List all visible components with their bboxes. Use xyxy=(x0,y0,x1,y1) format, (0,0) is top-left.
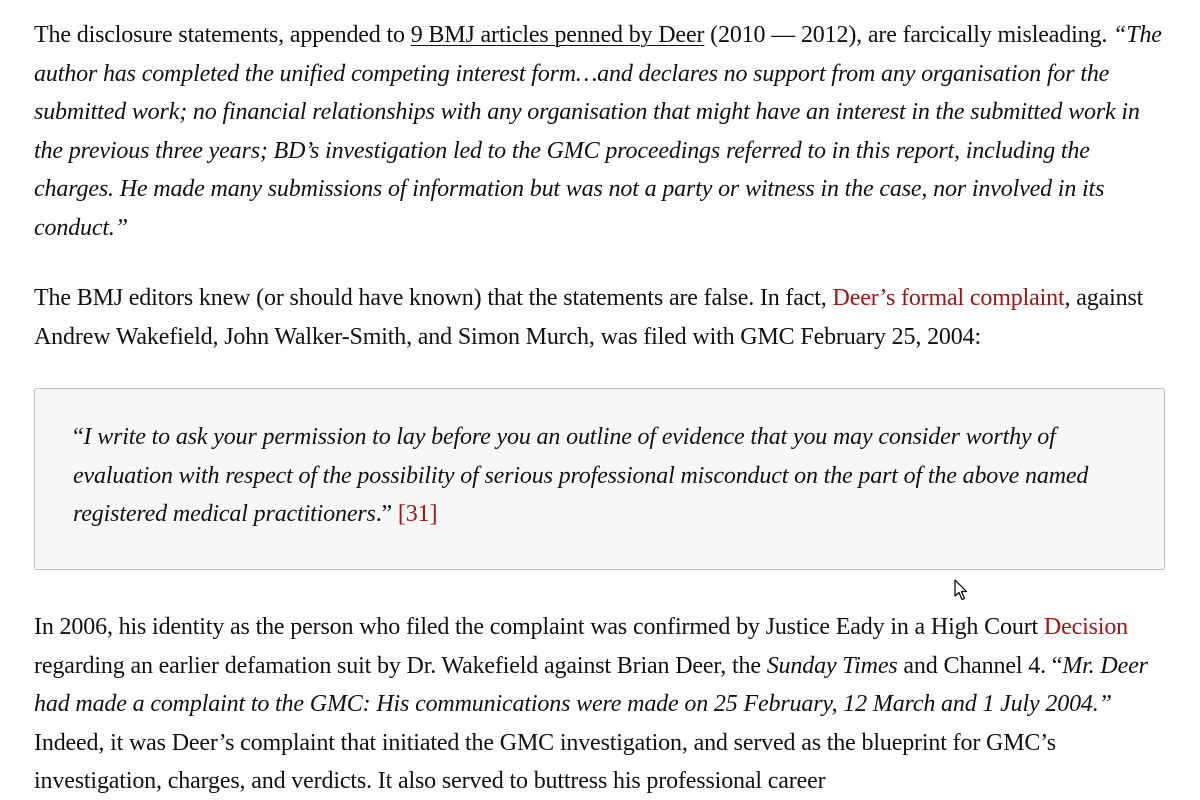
blockquote-text xyxy=(73,418,1134,534)
paragraph-disclosure xyxy=(34,16,1174,247)
court-quote: Mr. Deer had made a complaint to the GMC: His communications were made on 25 February, 12 March and 1 July 2004.” xyxy=(34,652,1148,717)
text-segment: In 2006, his identity as the person who filed the complaint was confirmed by Justice Eady in a High Court xyxy=(34,614,1044,640)
text-segment: The disclosure statements, appended to xyxy=(34,22,411,48)
text-segment: regarding an earlier defamation suit by Dr. Wakefield against Brian Deer, the xyxy=(34,652,767,679)
article-body xyxy=(34,16,1174,800)
text-segment: (2010 — 2012), are farcically misleading. xyxy=(704,22,1114,48)
link-formal-complaint[interactable]: Deer’s formal complaint xyxy=(832,285,1065,311)
link-reference-31[interactable]: [31] xyxy=(397,501,438,527)
complaint-blockquote xyxy=(34,388,1165,570)
disclosure-quote: “The author has completed the unified competing interest form…and declares no support from any organisation for the submitted work; no financial relationships with any organisation that might have an interest in the submitted work in the previous three years; BD’s investigation led to the GMC proceedings referred to in this report, including the charges. He made many submissions of information but was not a party or witness in the case, nor involved in its conduct.” xyxy=(34,22,1162,241)
close-quote: .” xyxy=(375,501,398,527)
mouse-pointer-icon xyxy=(954,579,968,601)
complaint-quote: I write to ask your permission to lay before you an outline of evidence that you may consider worthy of evaluation with respect of the possibility of serious professional misconduct on the part of the above named registered medical practitioners xyxy=(73,424,1089,527)
link-bmj-articles[interactable]: 9 BMJ articles penned by Deer xyxy=(410,22,705,48)
text-segment: Indeed, it was Deer’s complaint that initiated the GMC investigation, and served as the blueprint for GMC’s investigation, charges, and verdicts. It also served to buttress his professional career xyxy=(34,729,1056,794)
text-segment: The BMJ editors knew (or should have known) that the statements are false. In fact, xyxy=(34,285,833,311)
paragraph-court-decision xyxy=(34,608,1174,800)
link-decision[interactable]: Decision xyxy=(1043,614,1129,640)
text-segment: , against Andrew Wakefield, John Walker-Smith, and Simon Murch, was filed with GMC February 25, 2004: xyxy=(34,285,1144,350)
open-quote: “ xyxy=(73,424,84,450)
text-segment: and Channel 4. “ xyxy=(897,652,1063,679)
sunday-times: Sunday Times xyxy=(766,652,898,679)
paragraph-bmj-editors xyxy=(34,279,1174,356)
